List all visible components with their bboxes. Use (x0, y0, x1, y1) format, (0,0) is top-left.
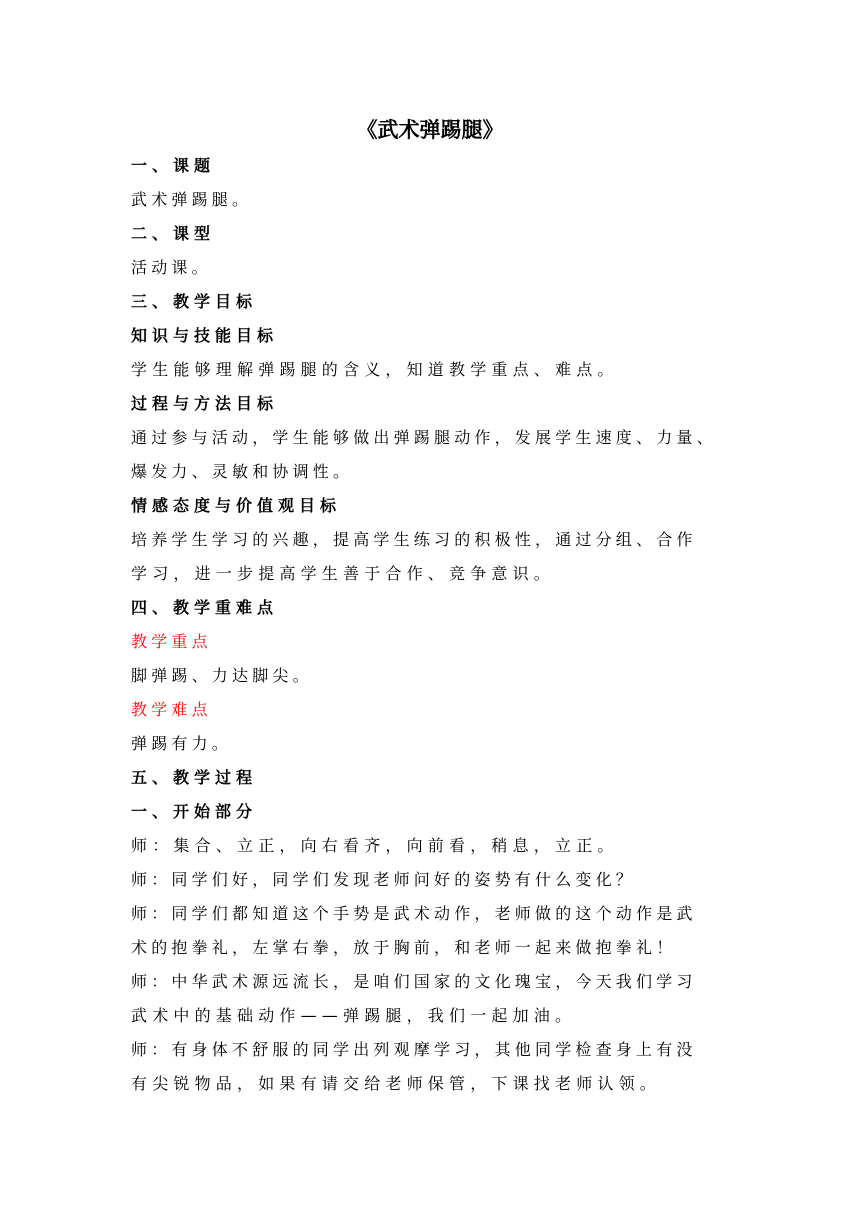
paragraph-process-methods-line1: 通过参与活动，学生能够做出弹踢腿动作，发展学生速度、力量、 (131, 428, 717, 447)
document-title: 《武术弹踢腿》 (356, 118, 504, 142)
paragraph-teacher-line2: 师：同学们好，同学们发现老师问好的姿势有什么变化？ (131, 870, 637, 889)
paragraph-process-methods-line2: 爆发力、灵敏和协调性。 (131, 462, 354, 481)
subheading-emotion-values: 情感态度与价值观目标 (131, 496, 342, 515)
paragraph-teacher-line8: 有尖锐物品，如果有请交给老师保管，下课找老师认领。 (131, 1074, 662, 1093)
paragraph-difficult-point: 弹踢有力。 (131, 734, 233, 753)
paragraph-teacher-line3: 师：同学们都知道这个手势是武术动作，老师做的这个动作是武 (131, 904, 697, 923)
subheading-knowledge-skills: 知识与技能目标 (131, 326, 279, 345)
paragraph-teacher-line7: 师：有身体不舒服的同学出列观摩学习，其他同学检查身上有没 (131, 1040, 697, 1059)
paragraph-emotion-values-line2: 学习，进一步提高学生善于合作、竞争意识。 (131, 564, 556, 583)
paragraph-teacher-line1: 师：集合、立正，向右看齐，向前看，稍息，立正。 (131, 836, 619, 855)
paragraph-topic: 武术弹踢腿。 (131, 190, 253, 209)
paragraph-teacher-line4: 术的抱拳礼，左掌右拳，放于胸前，和老师一起来做抱拳礼！ (131, 938, 677, 957)
paragraph-teacher-line5: 师：中华武术源远流长，是咱们国家的文化瑰宝，今天我们学习 (131, 972, 697, 991)
section-heading-topic: 一、课题 (131, 156, 216, 175)
paragraph-key-point: 脚弹踢、力达脚尖。 (131, 666, 313, 685)
paragraph-emotion-values-line1: 培养学生学习的兴趣，提高学生练习的积极性，通过分组、合作 (131, 530, 697, 549)
section-heading-key-points: 四、教学重难点 (131, 598, 279, 617)
paragraph-lesson-type: 活动课。 (131, 258, 212, 277)
section-heading-objectives: 三、教学目标 (131, 292, 258, 311)
subheading-difficult-point: 教学难点 (131, 700, 212, 719)
section-heading-lesson-type: 二、课型 (131, 224, 216, 243)
subheading-opening-part: 一、开始部分 (131, 802, 258, 821)
section-heading-teaching-process: 五、教学过程 (131, 768, 258, 787)
paragraph-teacher-line6: 武术中的基础动作——弹踢腿，我们一起加油。 (131, 1006, 577, 1025)
subheading-key-point: 教学重点 (131, 632, 212, 651)
subheading-process-methods: 过程与方法目标 (131, 394, 279, 413)
paragraph-knowledge-skills: 学生能够理解弹踢腿的含义，知道教学重点、难点。 (131, 360, 619, 379)
